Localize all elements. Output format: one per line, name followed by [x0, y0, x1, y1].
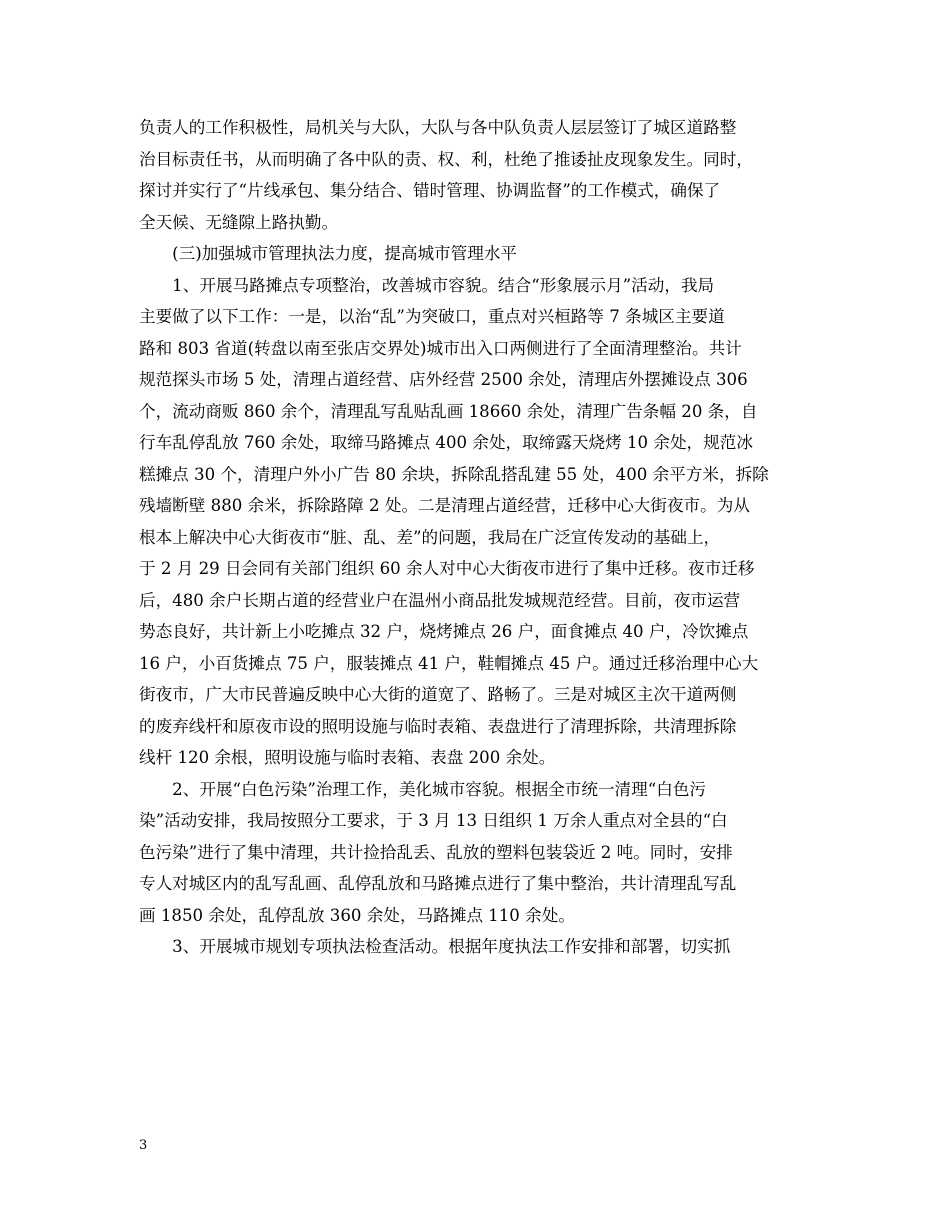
- text-line: 16 户，小百货摊点 75 户，服装摊点 41 户，鞋帽摊点 45 户。通过迁移治理中心大: [139, 653, 759, 673]
- text-line: 后，480 余户长期占道的经营业户在温州小商品批发城规范经营。目前，夜市运营: [139, 590, 741, 610]
- text-line: 色污染”进行了集中清理，共计捡拾乱丢、乱放的塑料包装袋近 2 吨。同时，安排: [139, 842, 733, 862]
- text-line: 于 2 月 29 日会同有关部门组织 60 余人对中心大街夜市进行了集中迁移。夜市迁移: [139, 559, 755, 578]
- text-line: 个，流动商贩 860 余个，清理乱写乱贴乱画 18660 余处，清理广告条幅 20 条，自: [139, 401, 758, 421]
- text-line: 主要做了以下工作：一是，以治“乱”为突破口，重点对兴桓路等 7 条城区主要道: [139, 307, 725, 326]
- text-line: 负责人的工作积极性，局机关与大队，大队与各中队负责人层层签订了城区道路整: [139, 118, 737, 137]
- text-line: 的废弃线杆和原夜市设的照明设施与临时表箱、表盘进行了清理拆除，共清理拆除: [139, 716, 737, 736]
- text-line: 画 1850 余处，乱停乱放 360 余处，马路摊点 110 余处。: [139, 905, 575, 925]
- text-line: 染”活动安排，我局按照分工要求，于 3 月 13 日组织 1 万余人重点对全县的“白: [139, 811, 728, 830]
- text-line: 探讨并实行了“片线承包、集分结合、错时管理、协调监督”的工作模式，确保了: [139, 181, 721, 200]
- text-line: 专人对城区内的乱写乱画、乱停乱放和马路摊点进行了集中整治，共计清理乱写乱: [139, 874, 737, 893]
- text-line: 根本上解决中心大街夜市“脏、乱、差”的问题，我局在广泛宣传发动的基础上，: [139, 527, 721, 547]
- text-line: 治目标责任书，从而明确了各中队的责、权、利，杜绝了推诿扯皮现象发生。同时，: [139, 149, 753, 169]
- text-line: 1、开展马路摊点专项整治，改善城市容貌。结合“形象展示月”活动，我局: [139, 275, 715, 295]
- text-line: 2、开展“白色污染”治理工作，美化城市容貌。根据全市统一清理“白色污: [139, 779, 707, 799]
- page-number: 3: [139, 1138, 148, 1153]
- text-line: 规范探头市场 5 处，清理占道经营、店外经营 2500 余处，清理店外摆摊设点 306: [139, 370, 748, 389]
- text-line: 全天候、无缝隙上路执勤。: [139, 212, 339, 232]
- text-line: 势态良好，共计新上小吃摊点 32 户，烧烤摊点 26 户，面食摊点 40 户，冷饮摊点: [139, 622, 749, 641]
- text-line: 街夜市，广大市民普遍反映中心大街的道宽了、路畅了。三是对城区主次干道两侧: [139, 685, 737, 704]
- text-line: 行车乱停乱放 760 余处，取缔马路摊点 400 余处，取缔露天烧烤 10 余处，规范冰: [139, 433, 753, 452]
- text-line: 3、开展城市规划专项执法检查活动。根据年度执法工作安排和部署，切实抓: [139, 937, 731, 956]
- text-line: 糕摊点 30 个，清理户外小广告 80 余块，拆除乱搭乱建 55 处，400 余平方米，拆除: [139, 464, 769, 484]
- text-line: 线杆 120 余根，照明设施与临时表箱、表盘 200 余处。: [139, 748, 556, 767]
- text-line: 残墙断壁 880 余米，拆除路障 2 处。二是清理占道经营，迁移中心大街夜市。为从: [139, 496, 750, 515]
- text-line: (三)加强城市管理执法力度，提高城市管理水平: [139, 244, 518, 263]
- text-line: 路和 803 省道(转盘以南至张店交界处)城市出入口两侧进行了全面清理整治。共计: [139, 338, 742, 358]
